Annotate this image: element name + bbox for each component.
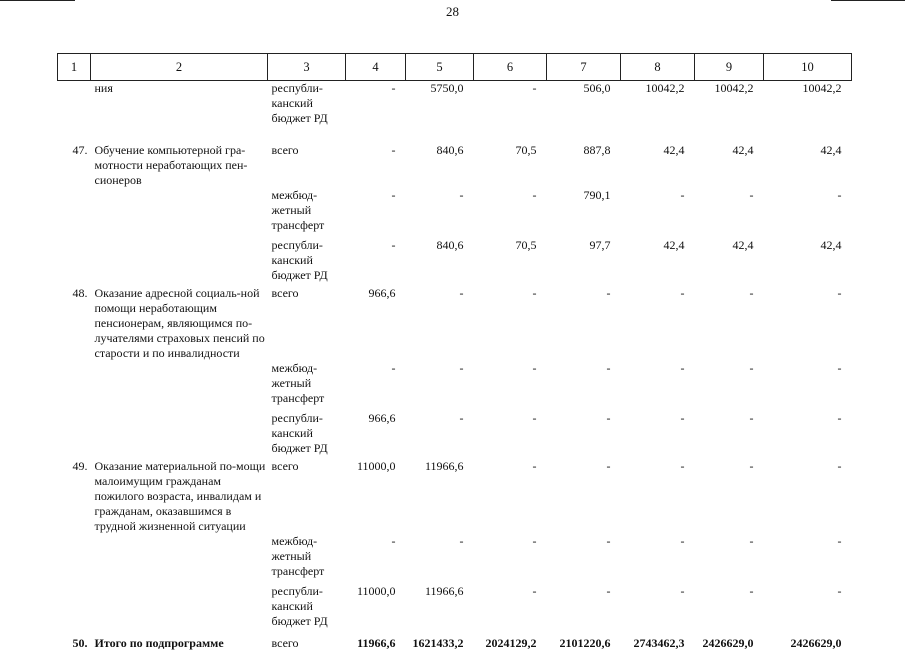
value-cell: - <box>749 458 754 473</box>
column-header: 9 <box>695 54 764 81</box>
value-cell: - <box>749 285 754 300</box>
value-cell: 1621433,2 <box>412 635 464 650</box>
column-header: 8 <box>621 54 695 81</box>
budget-table <box>57 53 852 658</box>
row-index: 50. <box>72 635 88 650</box>
value-cell: - <box>391 360 396 375</box>
value-cell: - <box>459 187 464 202</box>
page-number: 28 <box>446 4 459 19</box>
value-cell: - <box>680 285 685 300</box>
value-cell: - <box>680 360 685 375</box>
row-index <box>58 361 91 411</box>
funding-source: всего <box>271 458 299 473</box>
total-row <box>58 632 852 658</box>
value-cell: 42,4 <box>820 237 842 252</box>
value-cell: - <box>532 583 537 598</box>
column-header: 4 <box>346 54 406 81</box>
value-cell: 2743462,3 <box>633 635 685 650</box>
column-header: 10 <box>764 54 852 81</box>
row-index: 47. <box>72 142 88 157</box>
value-cell: 840,6 <box>436 237 464 252</box>
value-cell: - <box>837 187 842 202</box>
value-cell: 966,6 <box>368 410 396 425</box>
value-cell: - <box>391 81 396 95</box>
value-cell: - <box>606 360 611 375</box>
column-header: 3 <box>268 54 346 81</box>
value-cell: - <box>837 533 842 548</box>
value-cell: - <box>749 533 754 548</box>
value-cell: - <box>606 285 611 300</box>
row-name <box>91 584 268 632</box>
value-cell: - <box>532 187 537 202</box>
value-cell: - <box>749 360 754 375</box>
row-name <box>91 238 268 286</box>
value-cell: - <box>532 81 537 95</box>
row-name <box>91 361 268 411</box>
row-name: ния <box>94 81 113 95</box>
table-row <box>58 584 852 632</box>
value-cell: - <box>680 187 685 202</box>
value-cell: - <box>837 458 842 473</box>
value-cell: - <box>532 533 537 548</box>
funding-source: всего <box>271 285 299 300</box>
value-cell: - <box>749 187 754 202</box>
table-row <box>58 143 852 188</box>
value-cell: 2426629,0 <box>790 635 842 650</box>
table-row <box>58 188 852 238</box>
value-cell: 887,8 <box>583 142 611 157</box>
funding-source: межбюд- жетный трансферт <box>271 533 325 578</box>
value-cell: 11000,0 <box>356 583 396 598</box>
value-cell: 2426629,0 <box>702 635 754 650</box>
row-name <box>91 411 268 459</box>
value-cell: - <box>606 458 611 473</box>
column-header: 6 <box>474 54 547 81</box>
row-index: 49. <box>72 458 88 473</box>
value-cell: - <box>680 533 685 548</box>
value-cell: 42,4 <box>820 142 842 157</box>
value-cell: 506,0 <box>583 81 611 95</box>
top-rule-right <box>831 0 905 1</box>
row-name: Обучение компьютерной гра-мотности неработающих пен-сионеров <box>94 142 248 187</box>
value-cell: 42,4 <box>732 237 754 252</box>
table-row <box>58 81 852 143</box>
value-cell: 2024129,2 <box>485 635 537 650</box>
value-cell: - <box>391 187 396 202</box>
table-row <box>58 286 852 361</box>
value-cell: 70,5 <box>515 237 537 252</box>
value-cell: 11966,6 <box>357 635 396 650</box>
funding-source: республи- канский бюджет РД <box>271 237 328 282</box>
value-cell: 42,4 <box>732 142 754 157</box>
column-header: 5 <box>406 54 474 81</box>
value-cell: 790,1 <box>583 187 611 202</box>
row-index <box>58 584 91 632</box>
value-cell: 840,6 <box>436 142 464 157</box>
row-index <box>58 411 91 459</box>
funding-source: республи- канский бюджет РД <box>271 410 328 455</box>
value-cell: - <box>532 410 537 425</box>
row-name: Итого по подпрограмме <box>94 635 224 650</box>
row-index <box>58 81 91 143</box>
value-cell: 10042,2 <box>802 81 842 95</box>
value-cell: - <box>391 142 396 157</box>
row-name: Оказание материальной по-мощи малоимущим гражданам пожилого возраста, инвалидам и гражданам, оказавшимся в трудной жизненной ситуации <box>94 458 266 533</box>
value-cell: - <box>459 533 464 548</box>
value-cell: - <box>459 285 464 300</box>
value-cell: - <box>837 285 842 300</box>
value-cell: - <box>606 583 611 598</box>
value-cell: - <box>749 583 754 598</box>
value-cell: - <box>837 410 842 425</box>
value-cell: 42,4 <box>663 142 685 157</box>
value-cell: - <box>532 458 537 473</box>
value-cell: 966,6 <box>368 285 396 300</box>
value-cell: - <box>532 285 537 300</box>
value-cell: - <box>459 410 464 425</box>
value-cell: - <box>837 360 842 375</box>
value-cell: - <box>680 583 685 598</box>
table-row <box>58 534 852 584</box>
row-name <box>91 188 268 238</box>
row-index <box>58 534 91 584</box>
value-cell: 10042,2 <box>714 81 754 95</box>
value-cell: - <box>606 410 611 425</box>
row-index <box>58 188 91 238</box>
column-header: 2 <box>91 54 268 81</box>
value-cell: 10042,2 <box>645 81 685 95</box>
table-row <box>58 238 852 286</box>
value-cell: - <box>459 360 464 375</box>
funding-source: республи- канский бюджет РД <box>271 583 328 628</box>
value-cell: 11966,6 <box>424 458 464 473</box>
value-cell: - <box>837 583 842 598</box>
value-cell: 70,5 <box>515 142 537 157</box>
funding-source: всего <box>271 635 299 650</box>
row-name <box>91 534 268 584</box>
value-cell: - <box>680 458 685 473</box>
row-index <box>58 238 91 286</box>
top-rule-left <box>0 0 75 1</box>
value-cell: 2101220,6 <box>559 635 611 650</box>
column-header: 1 <box>58 54 91 81</box>
value-cell: - <box>749 410 754 425</box>
value-cell: - <box>532 360 537 375</box>
value-cell: - <box>391 237 396 252</box>
value-cell: - <box>391 533 396 548</box>
value-cell: 11000,0 <box>356 458 396 473</box>
value-cell: 42,4 <box>663 237 685 252</box>
funding-source: всего <box>271 142 299 157</box>
table-row <box>58 411 852 459</box>
table-body <box>58 81 852 658</box>
row-name: Оказание адресной социаль-ной помощи неработающим пенсионерам, являющимся по-лучателями страховых пенсий по старости и по инвалидности <box>94 285 265 360</box>
value-cell: - <box>680 410 685 425</box>
value-cell: 11966,6 <box>424 583 464 598</box>
table-row <box>58 459 852 534</box>
table-header <box>58 54 852 81</box>
funding-source: межбюд- жетный трансферт <box>271 360 325 405</box>
row-index: 48. <box>72 285 88 300</box>
value-cell: - <box>606 533 611 548</box>
table-row <box>58 361 852 411</box>
value-cell: 97,7 <box>589 237 611 252</box>
value-cell: 5750,0 <box>430 81 464 95</box>
funding-source: межбюд- жетный трансферт <box>271 187 325 232</box>
column-header: 7 <box>547 54 621 81</box>
funding-source: республи- канский бюджет РД <box>271 81 328 125</box>
